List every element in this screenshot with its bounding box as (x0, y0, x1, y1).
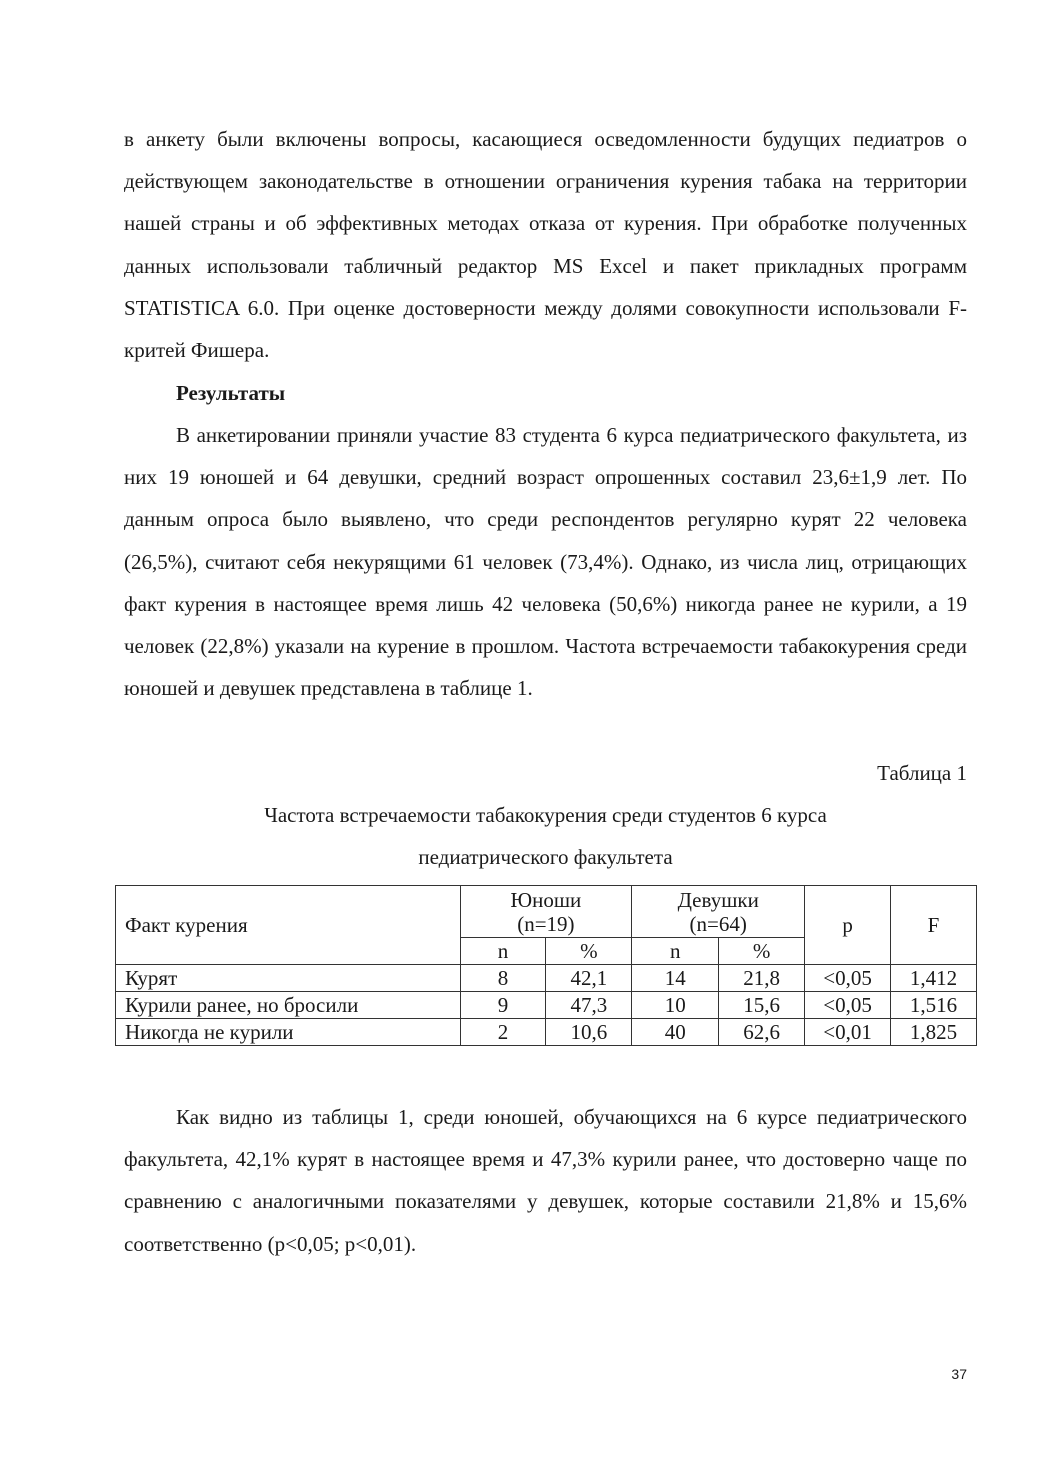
cell-boys-n: 9 (460, 992, 546, 1019)
cell-girls-pct: 21,8 (719, 965, 805, 992)
cell-boys-n: 2 (460, 1019, 546, 1046)
subheader-boys-pct: % (546, 938, 632, 965)
header-f: F (891, 886, 977, 965)
row-label: Курят (116, 965, 461, 992)
cell-girls-pct: 15,6 (719, 992, 805, 1019)
cell-boys-pct: 47,3 (546, 992, 632, 1019)
cell-p: <0,05 (805, 992, 891, 1019)
header-boys (460, 886, 632, 938)
results-paragraph: В анкетировании приняли участие 83 студента 6 курса педиатрического факультета, из них 19 юношей и 64 девушки, средний возраст опрошенных составил 23,6±1,9 лет. По данным опроса было выявлено, что среди респондентов регулярно курят 22 человека (26,5%), считают себя некурящими 61 человек (73,4%). Однако, из числа лиц, отрицающих факт курения в настоящее время лишь 42 человека (50,6%) никогда ранее не курили, а 19 человек (22,8%) указали на курение в прошлом. Частота встречаемости табакокурения среди юношей и девушек представлена в таблице 1. (124, 423, 967, 701)
header-boys-title: Юноши (510, 888, 582, 912)
table-row (116, 992, 977, 1019)
header-boys-count: (n=19) (517, 912, 575, 936)
smoking-table (115, 885, 977, 1046)
page-number: 37 (951, 1366, 967, 1382)
table-row (116, 1019, 977, 1046)
row-label: Курили ранее, но бросили (116, 992, 461, 1019)
subheader-girls-n: n (632, 938, 719, 965)
cell-f: 1,825 (891, 1019, 977, 1046)
table-caption (124, 794, 967, 878)
cell-boys-n: 8 (460, 965, 546, 992)
table-header-row (116, 886, 977, 938)
subheader-boys-n: n (460, 938, 546, 965)
cell-girls-n: 10 (632, 992, 719, 1019)
table-caption-line-1: Частота встречаемости табакокурения среди студентов 6 курса (264, 803, 827, 827)
header-girls-count: (n=64) (689, 912, 747, 936)
subheader-girls-pct: % (719, 938, 805, 965)
intro-paragraph: в анкету были включены вопросы, касающиеся осведомленности будущих педиатров о действующем законодательстве в отношении ограничения курения табака на территории нашей страны и об эффективных методах отказа от курения. При обработке полученных данных использовали табличный редактор MS Excel и пакет прикладных программ STATISTICA 6.0. При оценке достоверности между долями совокупности использовали F-критей Фишера. (124, 127, 967, 363)
header-girls (632, 886, 805, 938)
cell-girls-n: 14 (632, 965, 719, 992)
cell-girls-pct: 62,6 (719, 1019, 805, 1046)
cell-f: 1,412 (891, 965, 977, 992)
row-label: Никогда не курили (116, 1019, 461, 1046)
cell-p: <0,05 (805, 965, 891, 992)
header-girls-title: Девушки (677, 888, 759, 912)
header-p: p (805, 886, 891, 965)
cell-f: 1,516 (891, 992, 977, 1019)
cell-girls-n: 40 (632, 1019, 719, 1046)
table-number: Таблица 1 (877, 761, 967, 785)
cell-boys-pct: 10,6 (546, 1019, 632, 1046)
table-caption-line-2: педиатрического факультета (418, 845, 673, 869)
table-row (116, 965, 977, 992)
results-heading: Результаты (176, 381, 286, 405)
conclusion-paragraph: Как видно из таблицы 1, среди юношей, обучающихся на 6 курсе педиатрического факультета, 42,1% курят в настоящее время и 47,3% курили ранее, что достоверно чаще по сравнению с аналогичными показателями у девушек, которые составили 21,8% и 15,6% соответственно (p<0,05; p<0,01). (124, 1105, 967, 1256)
header-fact: Факт курения (116, 886, 461, 965)
cell-p: <0,01 (805, 1019, 891, 1046)
cell-boys-pct: 42,1 (546, 965, 632, 992)
